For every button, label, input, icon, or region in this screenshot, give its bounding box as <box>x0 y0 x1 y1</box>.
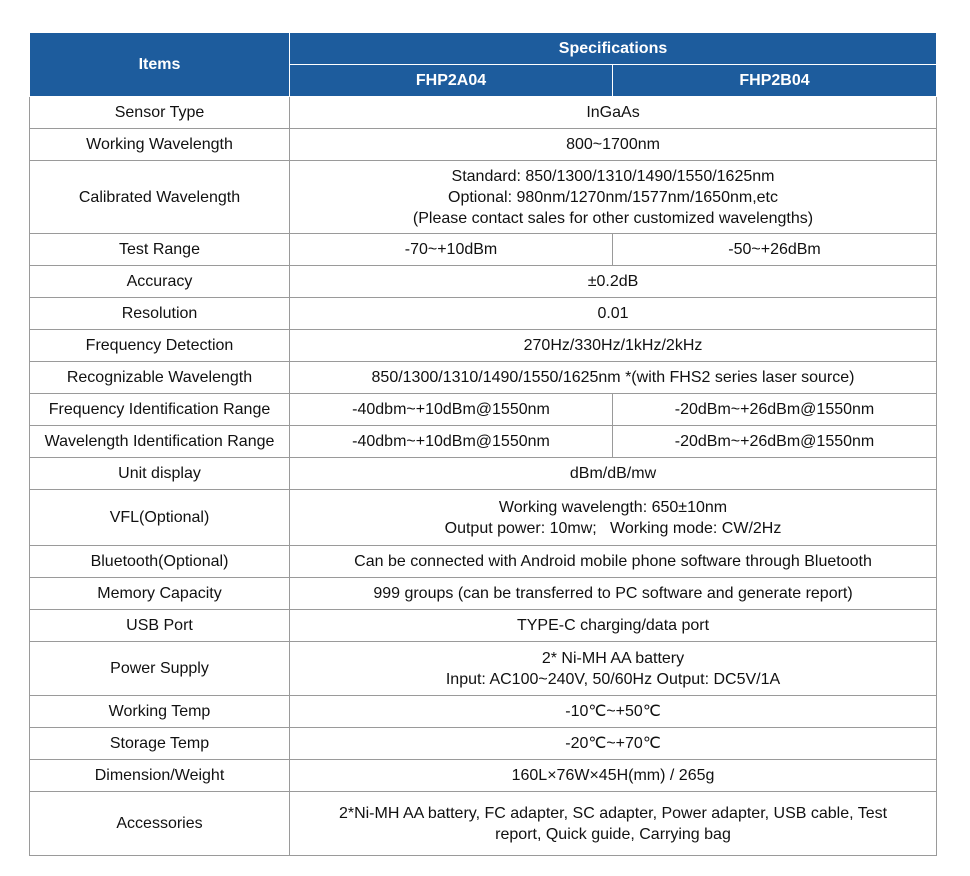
row-label: Recognizable Wavelength <box>30 362 290 394</box>
row-label: Dimension/Weight <box>30 760 290 792</box>
row-value-b: -20dBm~+26dBm@1550nm <box>613 394 937 426</box>
row-label: Accessories <box>30 792 290 856</box>
row-value: dBm/dB/mw <box>290 458 937 490</box>
table-row <box>30 642 937 696</box>
row-value-b: -20dBm~+26dBm@1550nm <box>613 426 937 458</box>
row-label: USB Port <box>30 610 290 642</box>
table-row <box>30 696 937 728</box>
row-label: Working Temp <box>30 696 290 728</box>
value-line: Output power: 10mw; Working mode: CW/2Hz <box>444 519 782 537</box>
value-line: 2* Ni-MH AA battery <box>541 649 685 667</box>
value-line: Input: AC100~240V, 50/60Hz Output: DC5V/1A <box>445 670 781 688</box>
row-label: Working Wavelength <box>30 129 290 161</box>
row-value: Can be connected with Android mobile phone software through Bluetooth <box>290 546 937 578</box>
table-row <box>30 394 937 426</box>
header-model-b: FHP2B04 <box>613 65 937 97</box>
row-value: TYPE-C charging/data port <box>290 610 937 642</box>
table-row <box>30 610 937 642</box>
table-row <box>30 330 937 362</box>
table-row <box>30 266 937 298</box>
table-row <box>30 578 937 610</box>
row-value <box>290 642 937 696</box>
row-value: 999 groups (can be transferred to PC software and generate report) <box>290 578 937 610</box>
specifications-table <box>29 32 937 856</box>
row-label: Wavelength Identification Range <box>30 426 290 458</box>
table-row <box>30 426 937 458</box>
row-value: ±0.2dB <box>290 266 937 298</box>
table-row <box>30 161 937 234</box>
value-line: 2*Ni-MH AA battery, FC adapter, SC adapter, Power adapter, USB cable, Test <box>338 804 888 822</box>
row-value-a: -40dbm~+10dBm@1550nm <box>290 426 613 458</box>
row-label: Frequency Detection <box>30 330 290 362</box>
row-value <box>290 161 937 234</box>
row-value: -20℃~+70℃ <box>290 728 937 760</box>
table-row <box>30 97 937 129</box>
table-row <box>30 490 937 546</box>
table-row <box>30 362 937 394</box>
row-label: Power Supply <box>30 642 290 696</box>
row-label: Frequency Identification Range <box>30 394 290 426</box>
table-row <box>30 129 937 161</box>
row-label: Accuracy <box>30 266 290 298</box>
table-row <box>30 458 937 490</box>
row-label: Sensor Type <box>30 97 290 129</box>
row-label: VFL(Optional) <box>30 490 290 546</box>
table-row <box>30 546 937 578</box>
row-label: Bluetooth(Optional) <box>30 546 290 578</box>
value-line: Optional: 980nm/1270nm/1577nm/1650nm,etc <box>448 188 778 206</box>
row-value <box>290 792 937 856</box>
row-label: Unit display <box>30 458 290 490</box>
table-row <box>30 760 937 792</box>
row-label: Resolution <box>30 298 290 330</box>
row-value <box>290 490 937 546</box>
value-line: Working wavelength: 650±10nm <box>498 498 728 516</box>
row-label: Storage Temp <box>30 728 290 760</box>
row-value-b: -50~+26dBm <box>613 234 937 266</box>
row-value: InGaAs <box>290 97 937 129</box>
table-row <box>30 792 937 856</box>
value-line: Standard: 850/1300/1310/1490/1550/1625nm <box>451 167 775 185</box>
header-items: Items <box>30 33 290 97</box>
table-row <box>30 234 937 266</box>
row-label: Test Range <box>30 234 290 266</box>
row-value: -10℃~+50℃ <box>290 696 937 728</box>
row-value: 270Hz/330Hz/1kHz/2kHz <box>290 330 937 362</box>
row-value-a: -40dbm~+10dBm@1550nm <box>290 394 613 426</box>
row-value: 800~1700nm <box>290 129 937 161</box>
row-label: Calibrated Wavelength <box>30 161 290 234</box>
row-label: Memory Capacity <box>30 578 290 610</box>
value-line: report, Quick guide, Carrying bag <box>495 825 731 843</box>
table-row <box>30 728 937 760</box>
header-model-a: FHP2A04 <box>290 65 613 97</box>
row-value: 160L×76W×45H(mm) / 265g <box>290 760 937 792</box>
header-specifications: Specifications <box>290 33 937 65</box>
row-value: 850/1300/1310/1490/1550/1625nm *(with FHS2 series laser source) <box>290 362 937 394</box>
value-line: (Please contact sales for other customized wavelengths) <box>412 209 814 227</box>
row-value-a: -70~+10dBm <box>290 234 613 266</box>
table-row <box>30 298 937 330</box>
row-value: 0.01 <box>290 298 937 330</box>
